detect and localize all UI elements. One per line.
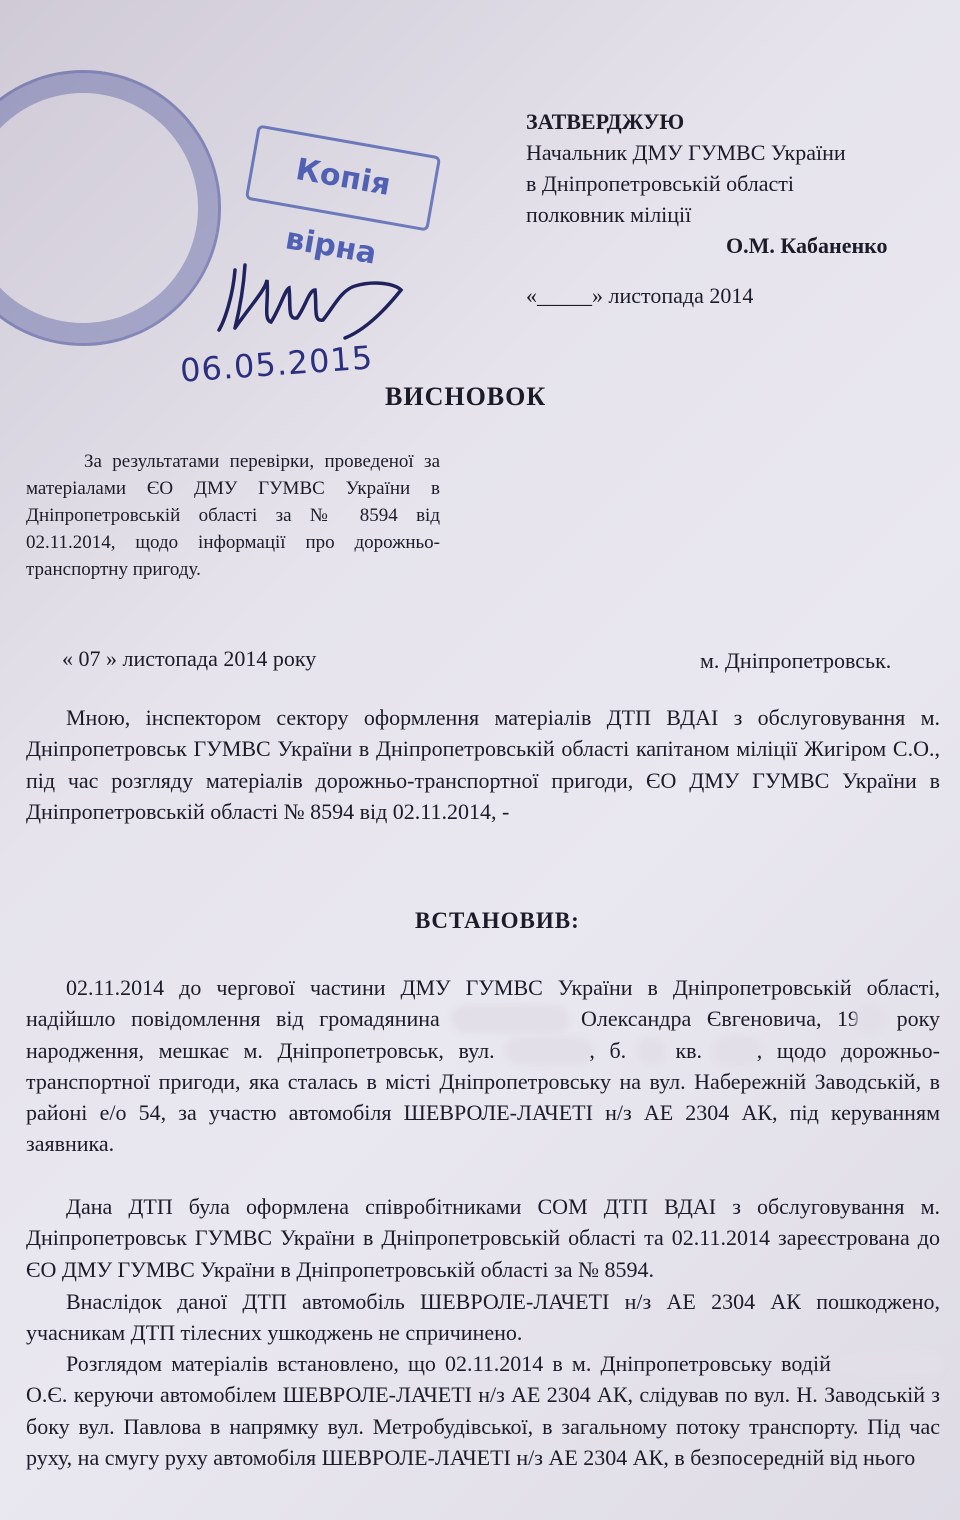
redacted-year [859, 1009, 881, 1029]
text-fragment: кв. [675, 1037, 703, 1063]
text-fragment: , б. [589, 1037, 627, 1063]
redacted-surname [455, 1009, 565, 1029]
document-date: « 07 » листопада 2014 року [62, 646, 317, 671]
text-fragment: 02.11.2014 до чергової частини ДМУ ГУМВС України в Дніпропетровській області, надійшло повідомлення від громадянина [26, 975, 940, 1032]
paragraph-intro: Мною, інспектором сектору оформлення матеріалів ДТП ВДАІ з обслуговування м. Дніпропетровськ ГУМВС України в Дніпропетровській області капітаном міліції Жигіром С.О., під час розгляду матеріалів дорожньо-транспортної пригоди, ЄО ДМУ ГУМВС України в Дніпропетровській області № 8594 від 02.11.2014, - [26, 705, 940, 824]
approval-line-3: полковник міліції [526, 202, 692, 227]
approval-name: О.М. Кабаненко [726, 233, 888, 258]
paragraph-report [26, 972, 940, 1160]
paragraph-damage: Внаслідок даної ДТП автомобіль ШЕВРОЛЕ-ЛАЧЕТІ н/з АЕ 2304 АК пошкоджено, учасникам ДТП тілесних ушкоджень не спричинено. [26, 1289, 940, 1346]
text-fragment: року народження, мешкає м. Дніпропетровськ, вул. [26, 1006, 940, 1063]
text-fragment: Олександра Євгеновича, 19 [580, 1006, 860, 1032]
text-fragment: , щодо дорожньо-транспортної пригоди, яка сталась в місті Дніпропетровську на вул. Набережній Заводській, в районі е/о 54, за участю автомобіля ШЕВРОЛЕ-ЛАЧЕТІ н/з АЕ 2304 АК, під керуванням заявника. [26, 1037, 941, 1157]
document-title: ВИСНОВОК [385, 382, 547, 411]
redacted-driver [840, 1354, 940, 1374]
redacted-street [509, 1041, 589, 1061]
paragraph-registration: Дана ДТП була оформлена співробітниками СОМ ДТП ВДАІ з обслуговування м. Дніпропетровськ ГУМВС України в Дніпропетровській області та 02.11.2014 зареєстрована до ЄО ДМУ ГУМВС України в Дніпропетровській області за № 8594. [26, 1194, 940, 1282]
copy-certified-stamp: Копія вірна [245, 124, 441, 231]
approval-line-2: в Дніпропетровській області [526, 171, 794, 196]
subject-block: За результатами перевірки, проведеної за матеріалами ЄО ДМУ ГУМВС України в Дніпропетровській області за № 8594 від 02.11.2014, щодо інформації про дорожньо-транспортну пригоду. [26, 451, 440, 580]
approval-date: «_____» листопада 2014 [526, 283, 754, 308]
signature [205, 250, 405, 340]
redacted-flat [717, 1041, 757, 1061]
round-seal [0, 70, 221, 346]
document-city: м. Дніпропетровськ. [700, 648, 892, 673]
text-fragment: О.Є. керуючи автомобілем ШЕВРОЛЕ-ЛАЧЕТІ н/з АЕ 2304 АК, слідував по вул. Н. Заводській з боку вул. Павлова в напрямку вул. Метробудівської, в загальному потоку транспорту. Під час руху, на смугу руху автомобіля ШЕВРОЛЕ-ЛАЧЕТІ н/з АЕ 2304 АК, в безпосередній від нього [26, 1382, 940, 1470]
approval-heading: ЗАТВЕРДЖУЮ [526, 109, 685, 134]
approval-line-1: Начальник ДМУ ГУМВС України [526, 140, 846, 165]
approval-block [526, 106, 888, 261]
paragraph-findings [26, 1348, 940, 1473]
text-fragment: Розглядом матеріалів встановлено, що 02.11.2014 в м. Дніпропетровську водій [66, 1351, 831, 1376]
section-heading: ВСТАНОВИВ: [415, 908, 580, 933]
handwritten-date: 06.05.2015 [178, 338, 375, 390]
redacted-house [641, 1041, 661, 1061]
